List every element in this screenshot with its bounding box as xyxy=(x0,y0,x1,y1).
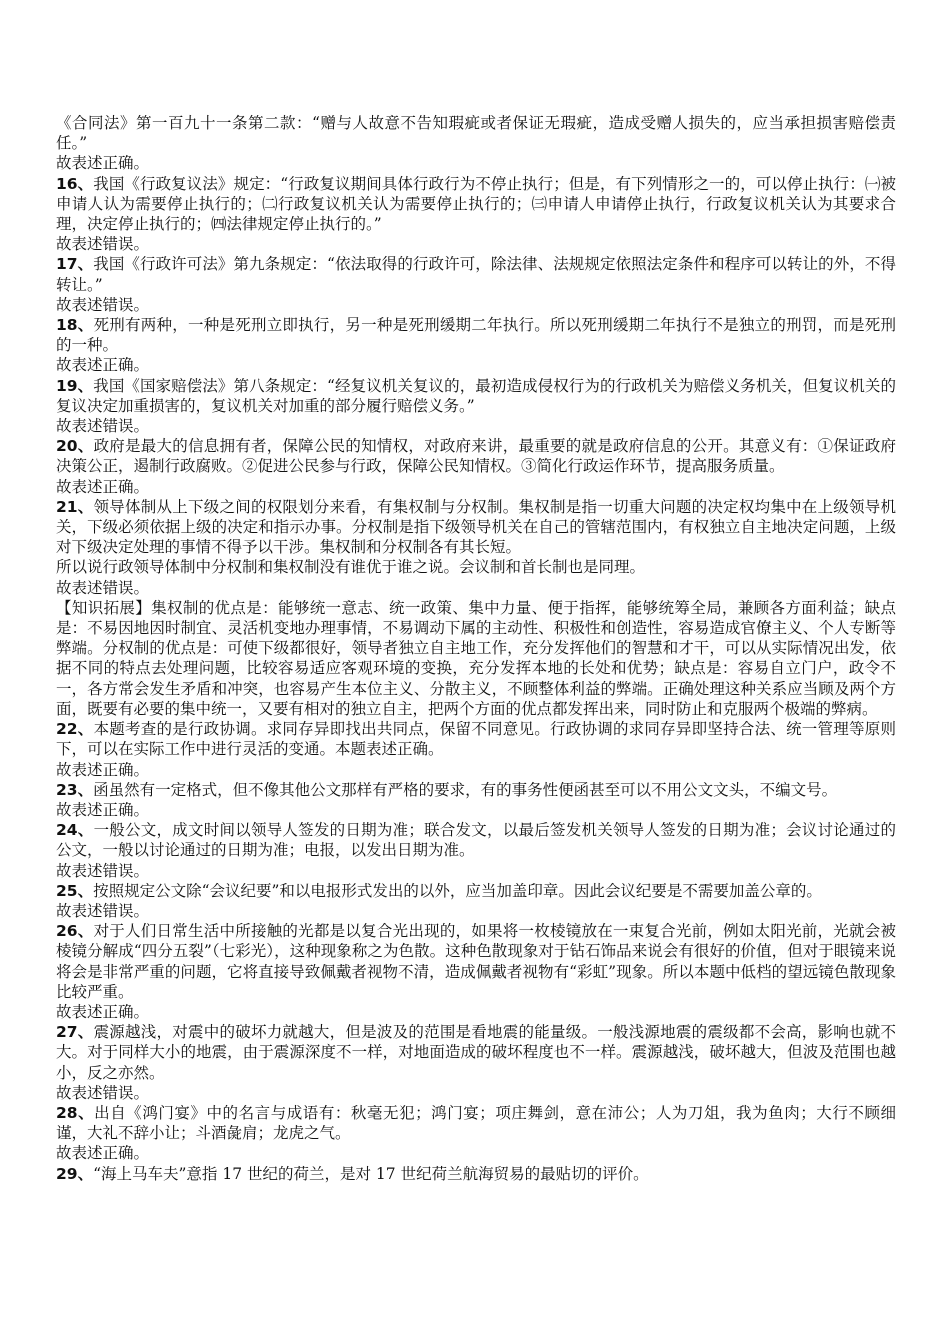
item-number: 23、 xyxy=(56,780,94,799)
paragraph xyxy=(56,477,896,497)
paragraph xyxy=(56,355,896,375)
paragraph xyxy=(56,901,896,921)
paragraph-text: 故表述正确。 xyxy=(56,154,150,173)
paragraph xyxy=(56,1002,896,1022)
paragraph xyxy=(56,234,896,254)
item-number: 16、 xyxy=(56,174,94,193)
numbered-paragraph xyxy=(56,1022,896,1083)
item-number: 29、 xyxy=(56,1164,94,1183)
paragraph-text: 故表述错误。 xyxy=(56,1083,150,1102)
paragraph-text: 故表述正确。 xyxy=(56,1144,150,1163)
paragraph xyxy=(56,861,896,881)
paragraph-text: 我国《国家赔偿法》第八条规定：“经复议机关复议的，最初造成侵权行为的行政机关为赔偿义务机关，但复议机关的复议决定加重损害的，复议机关对加重的部分履行赔偿义务。” xyxy=(56,376,896,415)
paragraph xyxy=(56,295,896,315)
paragraph xyxy=(56,800,896,820)
paragraph-text: 死刑有两种，一种是死刑立即执行，另一种是死刑缓期二年执行。所以死刑缓期二年执行不是独立的刑罚，而是死刑的一种。 xyxy=(56,316,896,355)
numbered-paragraph xyxy=(56,881,896,901)
paragraph-text: 按照规定公文除“会议纪要”和以电报形式发出的以外，应当加盖印章。因此会议纪要是不需要加盖公章的。 xyxy=(93,881,822,900)
numbered-paragraph xyxy=(56,780,896,800)
paragraph-text: 故表述错误。 xyxy=(56,861,150,880)
paragraph-text: 我国《行政许可法》第九条规定：“依法取得的行政许可，除法律、法规规定依照法定条件和程序可以转让的外，不得转让。” xyxy=(56,255,896,294)
paragraph-text: 我国《行政复议法》规定：“行政复议期间具体行政行为不停止执行；但是，有下列情形之一的，可以停止执行：㈠被申请人认为需要停止执行的；㈡行政复议机关认为需要停止执行的；㈢申请人申请停止执行，行政复议机关认为其要求合理，决定停止执行的；㈣法律规定停止执行的。” xyxy=(56,174,896,234)
numbered-paragraph xyxy=(56,436,896,476)
item-number: 24、 xyxy=(56,821,94,840)
paragraph-text: 故表述正确。 xyxy=(56,760,150,779)
paragraph xyxy=(56,598,896,719)
paragraph-text: 故表述正确。 xyxy=(56,800,150,819)
paragraph-text: 故表述错误。 xyxy=(56,901,150,920)
numbered-paragraph xyxy=(56,719,896,759)
paragraph xyxy=(56,113,896,153)
paragraph-text: 故表述正确。 xyxy=(56,356,150,375)
paragraph-text: 故表述错误。 xyxy=(56,417,150,436)
numbered-paragraph xyxy=(56,376,896,416)
item-number: 25、 xyxy=(56,881,94,900)
numbered-paragraph xyxy=(56,174,896,235)
paragraph xyxy=(56,578,896,598)
item-number: 17、 xyxy=(56,255,94,274)
numbered-paragraph xyxy=(56,254,896,294)
paragraph-text: 政府是最大的信息拥有者，保障公民的知情权，对政府来讲，最重要的就是政府信息的公开。其意义有：①保证政府决策公正，遏制行政腐败。②促进公民参与行政，保障公民知情权。③简化行政运作环节，提高服务质量。 xyxy=(56,437,896,476)
paragraph xyxy=(56,153,896,173)
paragraph xyxy=(56,1143,896,1163)
paragraph-text: 故表述错误。 xyxy=(56,578,150,597)
paragraph-text: 函虽然有一定格式，但不像其他公文那样有严格的要求，有的事务性便函甚至可以不用公文文头，不编文号。 xyxy=(93,780,838,799)
paragraph xyxy=(56,1083,896,1103)
numbered-paragraph xyxy=(56,315,896,355)
paragraph-text: 故表述正确。 xyxy=(56,1002,150,1021)
paragraph-text: 领导体制从上下级之间的权限划分来看，有集权制与分权制。集权制是指一切重大问题的决定权均集中在上级领导机关，下级必须依据上级的决定和指示办事。分权制是指下级领导机关在自己的管辖范围内，有权独立自主地决定问题，上级对下级决定处理的事情不得予以干涉。集权制和分权制各有其长短。 xyxy=(56,497,896,557)
document-body xyxy=(56,113,896,1184)
paragraph-text: 所以说行政领导体制中分权制和集权制没有谁优于谁之说。会议制和首长制也是同理。 xyxy=(56,558,646,577)
paragraph-text: 一般公文，成文时间以领导人签发的日期为准；联合发文，以最后签发机关领导人签发的日期为准；会议讨论通过的公文，一般以讨论通过的日期为准；电报，以发出日期为准。 xyxy=(56,821,896,860)
paragraph-text: 故表述错误。 xyxy=(56,295,150,314)
paragraph-text: 震源越浅，对震中的破坏力就越大，但是波及的范围是看地震的能量级。一般浅源地震的震级都不会高，影响也就不大。对于同样大小的地震，由于震源深度不一样，对地面造成的破坏程度也不一样。震源越浅，破坏越大，但波及范围也越小，反之亦然。 xyxy=(56,1023,896,1082)
item-number: 22、 xyxy=(56,720,94,739)
numbered-paragraph xyxy=(56,1164,896,1184)
paragraph xyxy=(56,416,896,436)
item-number: 18、 xyxy=(56,316,94,335)
item-number: 21、 xyxy=(56,497,94,516)
numbered-paragraph xyxy=(56,497,896,558)
numbered-paragraph xyxy=(56,921,896,1002)
paragraph-text: 出自《鸿门宴》中的名言与成语有：秋毫无犯；鸿门宴；项庄舞剑，意在沛公；人为刀俎，我为鱼肉；大行不顾细谨，大礼不辞小让；斗酒彘肩；龙虎之气。 xyxy=(56,1103,896,1143)
item-number: 27、 xyxy=(56,1023,94,1042)
paragraph-text: 故表述正确。 xyxy=(56,477,150,496)
paragraph-text: 《合同法》第一百九十一条第二款：“赠与人故意不告知瑕疵或者保证无瑕疵，造成受赠人损失的，应当承担损害赔偿责任。” xyxy=(56,114,896,153)
item-number: 28、 xyxy=(56,1103,95,1122)
paragraph xyxy=(56,557,896,577)
paragraph-text: “海上马车夫”意指 17 世纪的荷兰，是对 17 世纪荷兰航海贸易的最贴切的评价。 xyxy=(93,1164,649,1183)
item-number: 20、 xyxy=(56,437,94,456)
numbered-paragraph xyxy=(56,820,896,860)
item-number: 19、 xyxy=(56,376,94,395)
paragraph-text: 【知识拓展】集权制的优点是：能够统一意志、统一政策、集中力量、便于指挥，能够统筹全局，兼顾各方面利益；缺点是：不易因地因时制宜、灵活机变地办理事情，不易调动下属的主动性、积极性和创造性，容易造成官僚主义、个人专断等弊端。分权制的优点是：可使下级都很好，领导者独立自主地工作，充分发挥他们的智慧和才干，可以从实际情况出发，依据不同的特点去处理问题，比较容易适应客观环境的变换，充分发挥本地的长处和优势；缺点是：容易自立门户，政令不一，各方常会发生矛盾和冲突，也容易产生本位主义、分散主义，不顾整体利益的弊端。正确处理这种关系应当顾及两个方面，既要有必要的集中统一，又要有相对的独立自主，把两个方面的优点都发挥出来，同时防止和克服两个极端的弊病。 xyxy=(56,598,896,718)
numbered-paragraph xyxy=(56,1103,896,1143)
item-number: 26、 xyxy=(56,922,94,941)
paragraph xyxy=(56,760,896,780)
paragraph-text: 故表述错误。 xyxy=(56,235,150,254)
paragraph-text: 本题考查的是行政协调。求同存异即找出共同点，保留不同意见。行政协调的求同存异即坚持合法、统一管理等原则下，可以在实际工作中进行灵活的变通。本题表述正确。 xyxy=(56,720,896,759)
paragraph-text: 对于人们日常生活中所接触的光都是以复合光出现的，如果将一枚棱镜放在一束复合光前，例如太阳光前，光就会被棱镜分解成“四分五裂”（七彩光），这种现象称之为色散。这种色散现象对于钻石饰品来说会有很好的价值，但对于眼镜来说将会是非常严重的问题，它将直接导致佩戴者视物不清，造成佩戴者视物有“彩虹”现象。所以本题中低档的望远镜色散现象比较严重。 xyxy=(56,922,896,1001)
